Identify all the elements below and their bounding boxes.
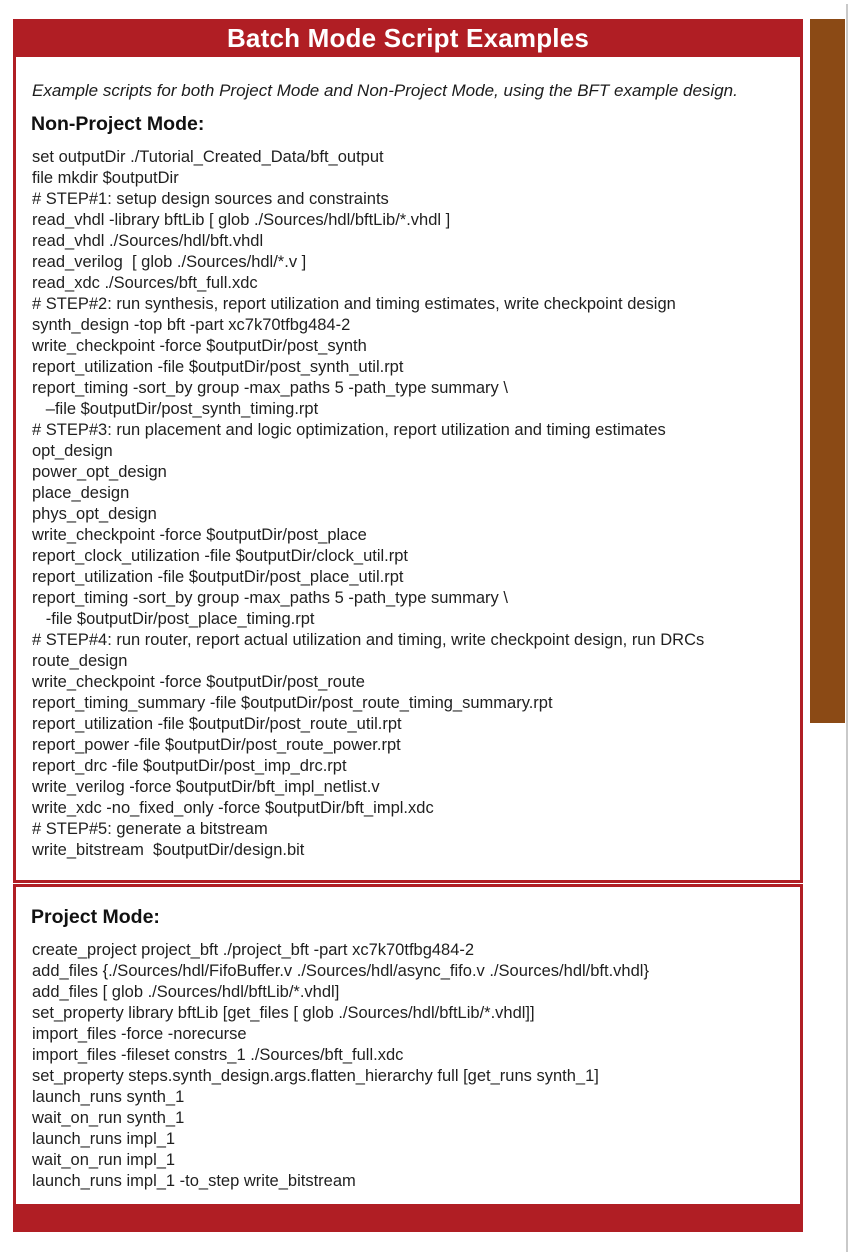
example-intro-text: Example scripts for both Project Mode and Non-Project Mode, using the BFT example design. bbox=[32, 81, 738, 100]
script-line: report_power -file $outputDir/post_route_power.rpt bbox=[32, 736, 401, 754]
script-line: route_design bbox=[32, 652, 128, 670]
script-line: –file $outputDir/post_synth_timing.rpt bbox=[32, 400, 319, 418]
script-line: write_checkpoint -force $outputDir/post_synth bbox=[32, 337, 367, 355]
script-line: add_files [ glob ./Sources/hdl/bftLib/*.vhdl] bbox=[32, 983, 340, 1001]
script-line: report_timing_summary -file $outputDir/post_route_timing_summary.rpt bbox=[32, 694, 553, 712]
project-mode-script bbox=[32, 940, 794, 1192]
script-line: report_timing -sort_by group -max_paths 5 -path_type summary \ bbox=[32, 589, 508, 607]
project-mode-box bbox=[13, 884, 803, 1207]
script-line: read_xdc ./Sources/bft_full.xdc bbox=[32, 274, 258, 292]
script-line: set_property steps.synth_design.args.flatten_hierarchy full [get_runs synth_1] bbox=[32, 1067, 599, 1085]
script-line: -file $outputDir/post_place_timing.rpt bbox=[32, 610, 315, 628]
script-line: launch_runs impl_1 bbox=[32, 1130, 176, 1148]
script-line: launch_runs impl_1 -to_step write_bitstream bbox=[32, 1172, 356, 1190]
script-line: # STEP#2: run synthesis, report utilization and timing estimates, write checkpoint design bbox=[32, 295, 676, 313]
project-mode-heading: Project Mode: bbox=[31, 906, 160, 928]
script-line: write_checkpoint -force $outputDir/post_route bbox=[32, 673, 365, 691]
script-line: create_project project_bft ./project_bft -part xc7k70tfbg484-2 bbox=[32, 941, 475, 959]
script-line: import_files -force -norecurse bbox=[32, 1025, 247, 1043]
non-project-mode-box bbox=[13, 57, 803, 883]
script-line: set_property library bftLib [get_files [ glob ./Sources/hdl/bftLib/*.vhdl]] bbox=[32, 1004, 535, 1022]
brown-sidebar-decoration bbox=[810, 19, 845, 723]
title-bar bbox=[13, 19, 803, 57]
script-line: synth_design -top bft -part xc7k70tfbg484-2 bbox=[32, 316, 351, 334]
script-line: file mkdir $outputDir bbox=[32, 169, 179, 187]
script-line: # STEP#4: run router, report actual utilization and timing, write checkpoint design, run DRCs bbox=[32, 631, 705, 649]
script-line: report_utilization -file $outputDir/post_place_util.rpt bbox=[32, 568, 404, 586]
script-line: phys_opt_design bbox=[32, 505, 157, 523]
page-edge-line bbox=[846, 4, 848, 1252]
script-line: place_design bbox=[32, 484, 130, 502]
script-line: wait_on_run impl_1 bbox=[32, 1151, 176, 1169]
script-line: import_files -fileset constrs_1 ./Sources/bft_full.xdc bbox=[32, 1046, 404, 1064]
footer-accent-bar bbox=[13, 1207, 803, 1232]
script-line: # STEP#3: run placement and logic optimization, report utilization and timing estimates bbox=[32, 421, 666, 439]
script-line: read_vhdl -library bftLib [ glob ./Sources/hdl/bftLib/*.vhdl ] bbox=[32, 211, 451, 229]
script-line: read_vhdl ./Sources/hdl/bft.vhdl bbox=[32, 232, 264, 250]
script-line: report_clock_utilization -file $outputDir/clock_util.rpt bbox=[32, 547, 409, 565]
script-line: report_drc -file $outputDir/post_imp_drc.rpt bbox=[32, 757, 347, 775]
non-project-mode-script bbox=[32, 147, 794, 861]
script-line: # STEP#5: generate a bitstream bbox=[32, 820, 268, 838]
script-line: add_files {./Sources/hdl/FifoBuffer.v ./Sources/hdl/async_fifo.v ./Sources/hdl/bft.vhdl} bbox=[32, 962, 649, 980]
script-line: write_verilog -force $outputDir/bft_impl_netlist.v bbox=[32, 778, 380, 796]
script-line: write_checkpoint -force $outputDir/post_place bbox=[32, 526, 367, 544]
script-line: report_utilization -file $outputDir/post_synth_util.rpt bbox=[32, 358, 404, 376]
script-line: opt_design bbox=[32, 442, 113, 460]
script-line: set outputDir ./Tutorial_Created_Data/bft_output bbox=[32, 148, 384, 166]
script-line: report_utilization -file $outputDir/post_route_util.rpt bbox=[32, 715, 402, 733]
script-line: # STEP#1: setup design sources and constraints bbox=[32, 190, 389, 208]
script-line: write_xdc -no_fixed_only -force $outputDir/bft_impl.xdc bbox=[32, 799, 434, 817]
script-line: write_bitstream $outputDir/design.bit bbox=[32, 841, 305, 859]
script-line: report_timing -sort_by group -max_paths 5 -path_type summary \ bbox=[32, 379, 508, 397]
script-line: power_opt_design bbox=[32, 463, 167, 481]
script-line: read_verilog [ glob ./Sources/hdl/*.v ] bbox=[32, 253, 307, 271]
script-line: wait_on_run synth_1 bbox=[32, 1109, 185, 1127]
non-project-mode-heading: Non-Project Mode: bbox=[31, 113, 205, 135]
page-title: Batch Mode Script Examples bbox=[226, 22, 590, 53]
script-line: launch_runs synth_1 bbox=[32, 1088, 185, 1106]
